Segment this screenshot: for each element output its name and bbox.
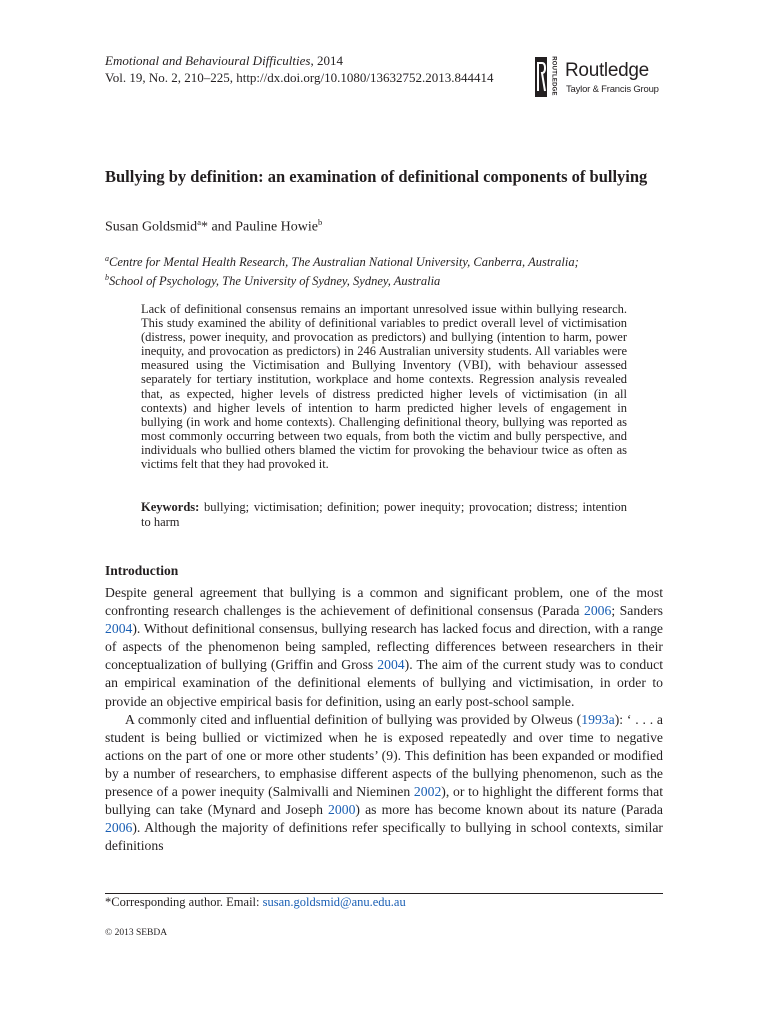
author-2: Pauline Howie: [235, 219, 319, 235]
citation-link[interactable]: 2006: [583, 603, 612, 619]
copyright: © 2013 SEBDA: [105, 928, 168, 938]
article-title: Bullying by definition: an examination of definitional components of bullying: [105, 167, 648, 186]
author-2-affil: b: [318, 217, 323, 227]
footnote-divider: [105, 893, 663, 894]
volume-doi[interactable]: Vol. 19, No. 2, 210–225, http://dx.doi.org/10.1080/13632752.2013.844414: [105, 70, 494, 85]
citation-link[interactable]: 2004: [105, 621, 133, 637]
publisher-logo: [535, 57, 670, 99]
keywords-list: bullying; victimisation; definition; power inequity; provocation; distress; intention to harm: [141, 500, 627, 529]
author-1: Susan Goldsmid: [105, 219, 198, 235]
affiliations: [105, 251, 579, 289]
journal-name: Emotional and Behavioural Difficulties: [105, 53, 311, 68]
publisher-vertical: ROUTLEDGE: [550, 56, 557, 96]
journal-line: [105, 52, 493, 69]
citation-link[interactable]: 1993a: [581, 711, 615, 727]
citation-link[interactable]: 2006: [105, 820, 133, 836]
journal-citation: [105, 52, 493, 86]
publisher-group: Taylor & Francis Group: [566, 84, 659, 95]
abstract: Lack of definitional consensus remains an important unresolved issue within bullying research. This study examined the ability of definitional variables to predict overall level of victimisation (distress, power inequity, and provocation as predictors) and bullying (intention to harm, power inequity, and provocation as predictors) in 246 Australian university students. All variables were measured using the Victimisation and Bullying Inventory (VBI), with behaviour assessed separately for tertiary institution, workplace and home contexts. Regression analysis revealed that, as expected, higher levels of distress predicted higher levels of victimisation (in all contexts) and higher levels of intention to harm predicted higher levels of engagement in bullying (in work and home contexts). Challenging definitional theory, bullying was reported as most commonly occurring between two equals, from both the victim and bully perspective, and individuals who bullied others blamed the victim for provoking the behaviour twice as often as victims felt that they had provoked it.: [141, 302, 627, 472]
routledge-logo-icon: [535, 57, 547, 97]
corresponding-mark: *: [200, 219, 208, 235]
author-1-affil: a: [197, 217, 201, 227]
email-link[interactable]: susan.goldsmid@anu.edu.au: [262, 895, 406, 909]
citation-link[interactable]: 2004: [377, 657, 405, 673]
authors: [105, 217, 322, 236]
keywords-label: Keywords:: [141, 500, 200, 514]
corresponding-footnote: *Corresponding author. Email: susan.goldsmid@anu.edu.au: [105, 895, 406, 909]
publisher-name: Routledge: [565, 60, 649, 81]
body-text: [105, 584, 663, 855]
affiliation-a: $^a$Centre for Mental Health Research, The Australian National University, Canberra, Australia;: [105, 254, 579, 270]
journal-year: , 2014: [310, 53, 343, 68]
author-join: and: [207, 219, 236, 235]
citation-link[interactable]: 2000: [328, 802, 356, 818]
citation-link[interactable]: 2002: [413, 784, 442, 800]
paragraph-2: A commonly cited and influential definition of bullying was provided by Olweus (1993a): ‘ . . . a student is being bullied or victimized when he is exposed repeatedly and over time to negative actions on the part of one or more other students’ (9). This definition has been expanded or modified by a number of researchers, to emphasise different aspects of the bullying phenomenon, such as the presence of a power inequity (Salmivalli and Nieminen 2002), or to highlight the different forms that bullying can take (Mynard and Joseph 2000) as more has become known about its nature (Parada 2006). Although the majority of definitions refer specifically to bullying in school contexts, similar definitions: [105, 711, 664, 854]
section-heading-introduction: Introduction: [105, 563, 179, 578]
affiliation-b: $^b$School of Psychology, The University of Sydney, Sydney, Australia: [105, 273, 441, 289]
paragraph-1: Despite general agreement that bullying is a common and significant problem, one of the most confronting research challenges is the achievement of definitional consensus (Parada 2006; Sanders 2004). Without definitional consensus, bullying research has lacked focus and direction, with a range of aspects of the phenomenon being sampled, reflecting differences between researchers in their conceptualization of bullying (Griffin and Gross 2004). The aim of the current study was to conduct an empirical examination of the definitional elements of bullying and victimisation, in order to provide an objective empirical basis for definition, using an early post-school sample.: [105, 585, 664, 709]
keywords: [141, 500, 627, 530]
